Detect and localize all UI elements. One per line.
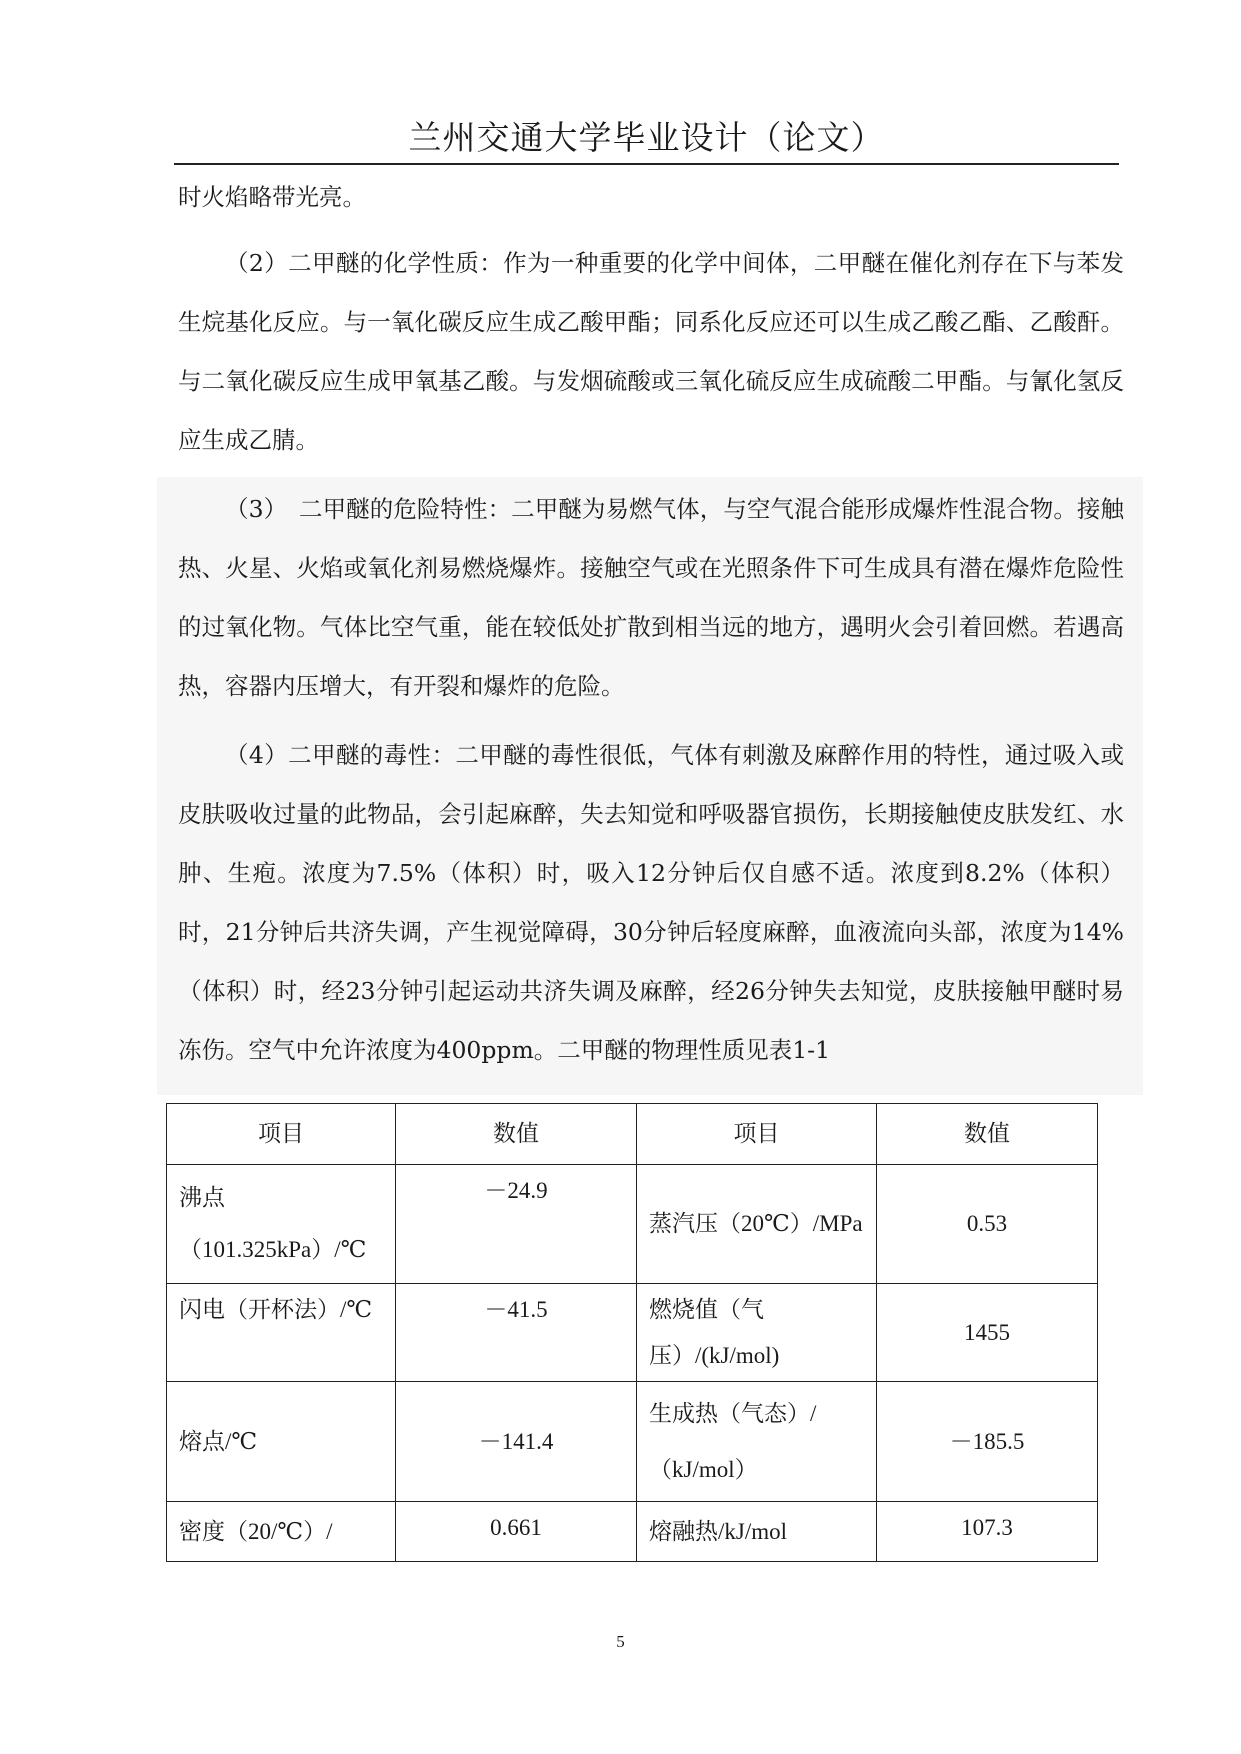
table-cell: 1455 [877, 1284, 1098, 1382]
page-header-title: 兰州交通大学毕业设计（论文） [408, 118, 885, 157]
table-row [167, 1284, 1098, 1382]
paragraph-chemical-properties: （2）二甲醚的化学性质：作为一种重要的化学中间体，二甲醚在催化剂存在下与苯发生烷基化反应。与一氧化碳反应生成乙酸甲酯；同系化反应还可以生成乙酸乙酯、乙酸酐。与二氧化碳反应生成甲氧基乙酸。与发烟硫酸或三氧化硫反应生成硫酸二甲酯。与氰化氢反应生成乙腈。 [178, 249, 1124, 454]
table-cell: －41.5 [396, 1284, 637, 1382]
table-cell: 生成热（气态）/（kJ/mol） [637, 1382, 877, 1502]
table-cell: －24.9 [396, 1165, 637, 1284]
table-cell: －141.4 [396, 1382, 637, 1502]
header-rule [174, 163, 1119, 165]
table-cell: 熔点/℃ [167, 1382, 396, 1502]
table-cell: 0.661 [396, 1502, 637, 1562]
table-cell: 蒸汽压（20℃）/MPa [637, 1165, 877, 1284]
table-cell: 107.3 [877, 1502, 1098, 1562]
table-cell: 闪电（开杯法）/℃ [167, 1284, 396, 1382]
table-row [167, 1502, 1098, 1562]
table-header-cell: 数值 [877, 1104, 1098, 1165]
paragraph-continuation: 时火焰略带光亮。 [178, 183, 366, 211]
table-cell: 沸点（101.325kPa）/℃ [167, 1165, 396, 1284]
table-cell: 密度（20/℃）/ [167, 1502, 396, 1562]
table-header-row [167, 1104, 1098, 1165]
table-row [167, 1382, 1098, 1502]
page-number: 5 [616, 1632, 625, 1651]
table-cell: 燃烧值（气压）/(kJ/mol) [637, 1284, 877, 1382]
table-cell: 0.53 [877, 1165, 1098, 1284]
table-cell: －185.5 [877, 1382, 1098, 1502]
paragraph-toxicity: （4）二甲醚的毒性：二甲醚的毒性很低，气体有刺激及麻醉作用的特性，通过吸入或皮肤吸收过量的此物品，会引起麻醉，失去知觉和呼吸器官损伤，长期接触使皮肤发红、水肿、生疱。浓度为7.5%（体积）时，吸入12分钟后仅自感不适。浓度到8.2%（体积）时，21分钟后共济失调，产生视觉障碍，30分钟后轻度麻醉，血液流向头部，浓度为14%（体积）时，经23分钟引起运动共济失调及麻醉，经26分钟失去知觉，皮肤接触甲醚时易冻伤。空气中允许浓度为400ppm。二甲醚的物理性质见表1-1 [178, 741, 1124, 1064]
table-header-cell: 数值 [396, 1104, 637, 1165]
table-header-cell: 项目 [637, 1104, 877, 1165]
table-header-cell: 项目 [167, 1104, 396, 1165]
table-row [167, 1165, 1098, 1284]
paragraph-hazard-properties: （3） 二甲醚的危险特性：二甲醚为易燃气体，与空气混合能形成爆炸性混合物。接触热、火星、火焰或氧化剂易燃烧爆炸。接触空气或在光照条件下可生成具有潜在爆炸危险性的过氧化物。气体比空气重，能在较低处扩散到相当远的地方，遇明火会引着回燃。若遇高热，容器内压增大，有开裂和爆炸的危险。 [178, 495, 1124, 700]
physical-properties-table [166, 1103, 1098, 1562]
table-cell: 熔融热/kJ/mol [637, 1502, 877, 1562]
